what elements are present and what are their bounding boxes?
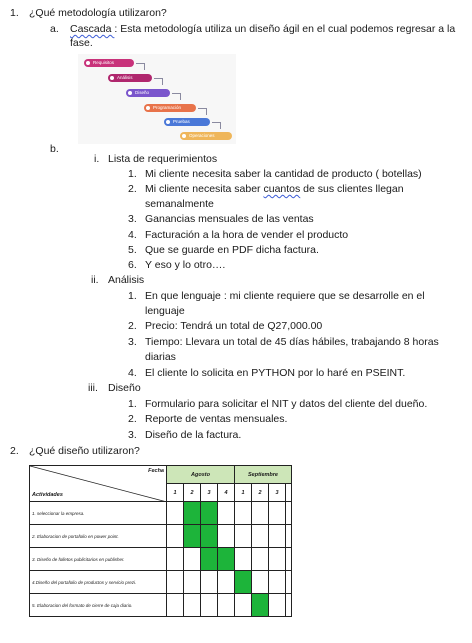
gantt-cell-filled: [201, 502, 218, 525]
list-item-number: 1.: [128, 168, 137, 180]
item-a-line2: fase.: [70, 37, 93, 49]
gantt-activity: 3. Diseño de folletos publicitarios en publisher.: [30, 548, 167, 571]
gantt-cell: [235, 502, 252, 525]
item-a-rest: : Esta metodología utiliza un diseño ágil en el cual podemos regresar a la: [114, 23, 456, 35]
list-item-line2: semanalmente: [145, 198, 214, 210]
list-item: En que lenguaje : mi cliente requiere que se desarrolle en el: [145, 290, 425, 302]
gantt-cell: [286, 571, 292, 594]
gantt-cell: [167, 548, 184, 571]
list-item: Reporte de ventas mensuales.: [145, 413, 288, 425]
item-b-label: b.: [50, 143, 59, 155]
gantt-cell: [252, 502, 269, 525]
q2-title: ¿Qué diseño utilizaron?: [29, 445, 140, 457]
gantt-cell: [252, 571, 269, 594]
gantt-week: 2: [252, 484, 269, 502]
q2-number: 2.: [10, 445, 19, 457]
list-item-line2: lenguaje: [145, 305, 185, 317]
section-iii-title: Diseño: [108, 382, 141, 394]
arrow-icon: [212, 122, 221, 129]
cascada-link: Cascada: [70, 23, 115, 35]
gantt-cell: [218, 525, 235, 548]
gantt-corner-cell: [30, 466, 167, 502]
list-item-number: 2.: [128, 320, 137, 332]
gantt-activity: 5. Elaboracion del formato de cierre de caja diario.: [30, 594, 167, 617]
gantt-cell: [167, 525, 184, 548]
gantt-cell-filled: [201, 548, 218, 571]
gantt-month-agosto: Agosto: [167, 466, 235, 484]
gantt-cell: [235, 594, 252, 617]
gantt-cell: [184, 548, 201, 571]
gantt-week: 3: [201, 484, 218, 502]
list-item-number: 2.: [128, 183, 137, 195]
gantt-week: 1: [167, 484, 184, 502]
gantt-cell: [218, 571, 235, 594]
list-item: [145, 183, 404, 196]
list-item: El cliente lo solicita en PYTHON por lo haré en PSEINT.: [145, 367, 406, 379]
gantt-fecha-label: Fecha: [148, 468, 164, 474]
section-i-number: i.: [94, 153, 100, 165]
step-requisitos: Requisitos: [84, 59, 134, 67]
gantt-table: [29, 465, 292, 617]
item-a-text: [70, 23, 455, 36]
gantt-actividades-label: Actividades: [32, 492, 63, 498]
gantt-cell: [269, 594, 286, 617]
gantt-cell: [269, 502, 286, 525]
gantt-cell-filled: [235, 571, 252, 594]
table-row: [30, 548, 292, 571]
gantt-activity: 1. seleccionar la empresa.: [30, 502, 167, 525]
gantt-cell: [167, 502, 184, 525]
cuantos-link: cuantos: [263, 183, 301, 195]
step-operaciones: Operaciones: [180, 132, 232, 140]
table-row: [30, 525, 292, 548]
list-item: Facturación a la hora de vender el producto: [145, 229, 349, 241]
list-item-number: 4.: [128, 367, 137, 379]
list-item-pre: Mi cliente necesita saber: [145, 183, 264, 195]
arrow-icon: [154, 78, 163, 85]
arrow-icon: [136, 63, 145, 70]
list-item-number: 1.: [128, 290, 137, 302]
section-i-title: Lista de requerimientos: [108, 153, 218, 165]
list-item: Tiempo: Llevara un total de 45 días hábiles, trabajando 8 horas: [145, 336, 439, 348]
gantt-cell: [167, 571, 184, 594]
gantt-week: 1: [235, 484, 252, 502]
q1-number: 1.: [10, 7, 19, 19]
list-item-line2: diarias: [145, 351, 176, 363]
gantt-cell: [218, 594, 235, 617]
gantt-cell: [286, 502, 292, 525]
gantt-cell-filled: [184, 525, 201, 548]
step-programacion: Programación: [144, 104, 196, 112]
waterfall-diagram: [78, 54, 236, 144]
list-item: Formulario para solicitar el NIT y datos del cliente del dueño.: [145, 398, 428, 410]
list-item-number: 1.: [128, 398, 137, 410]
gantt-cell: [269, 548, 286, 571]
gantt-cell: [286, 525, 292, 548]
list-item-number: 6.: [128, 259, 137, 271]
list-item: Mi cliente necesita saber la cantidad de producto ( botellas): [145, 168, 422, 180]
gantt-week: 2: [184, 484, 201, 502]
gantt-cell: [269, 525, 286, 548]
list-item-number: 5.: [128, 244, 137, 256]
section-ii-number: ii.: [91, 274, 99, 286]
list-item: Y eso y lo otro….: [145, 259, 226, 271]
gantt-month-septiembre: Septiembre: [235, 466, 292, 484]
table-row: [30, 594, 292, 617]
gantt-cell: [252, 525, 269, 548]
gantt-cell-filled: [252, 594, 269, 617]
list-item: Precio: Tendrá un total de Q27,000.00: [145, 320, 323, 332]
list-item-number: 3.: [128, 336, 137, 348]
gantt-activity: 2. Elaboracion de portafolio en power point.: [30, 525, 167, 548]
list-item-number: 3.: [128, 213, 137, 225]
step-analisis: Análisis: [108, 74, 152, 82]
gantt-cell: [286, 594, 292, 617]
step-pruebas: Pruebas: [164, 118, 210, 126]
gantt-cell: [252, 548, 269, 571]
gantt-cell: [201, 594, 218, 617]
section-iii-number: iii.: [88, 382, 98, 394]
list-item: Ganancias mensuales de las ventas: [145, 213, 314, 225]
section-ii-title: Análisis: [108, 274, 145, 286]
list-item-post: de sus clientes llegan: [300, 183, 404, 195]
table-row: [30, 571, 292, 594]
q1-title: ¿Qué metodología utilizaron?: [29, 7, 167, 19]
list-item: Diseño de la factura.: [145, 429, 242, 441]
gantt-cell: [201, 571, 218, 594]
gantt-cell-filled: [201, 525, 218, 548]
item-a-label: a.: [50, 23, 59, 35]
gantt-cell-filled: [218, 548, 235, 571]
arrow-icon: [172, 93, 181, 100]
gantt-week-empty: [286, 484, 292, 502]
gantt-cell: [218, 502, 235, 525]
step-diseno: Diseño: [126, 89, 170, 97]
gantt-week: 3: [269, 484, 286, 502]
gantt-cell: [235, 525, 252, 548]
gantt-cell: [286, 548, 292, 571]
gantt-week: 4: [218, 484, 235, 502]
list-item-number: 2.: [128, 413, 137, 425]
list-item-number: 3.: [128, 429, 137, 441]
list-item: Que se guarde en PDF dicha factura.: [145, 244, 319, 256]
list-item-number: 4.: [128, 229, 137, 241]
gantt-cell: [167, 594, 184, 617]
gantt-cell-filled: [184, 502, 201, 525]
arrow-icon: [198, 108, 207, 115]
gantt-cell: [269, 571, 286, 594]
gantt-cell: [184, 571, 201, 594]
gantt-cell: [184, 594, 201, 617]
gantt-cell: [235, 548, 252, 571]
table-row: [30, 502, 292, 525]
gantt-activity: 4.Diseño del portafolio de productos y servicio prezi.: [30, 571, 167, 594]
